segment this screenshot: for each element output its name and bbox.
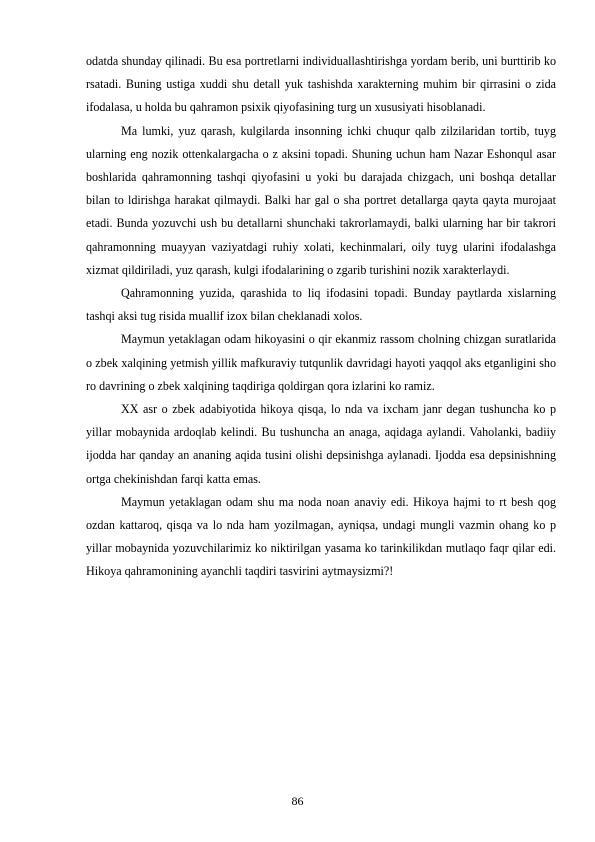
paragraph-1: odatda shunday qilinadi. Bu esa portretlarni individuallashtirishga yordam berib, uni burttirib ko rsatadi. Buning ustiga xuddi shu detall yuk tashishda xarakterning muhim bir qirrasini o zida ifodalasa, u holda bu qahramon psixik qiyofasining turg un xususiyati hisoblanadi.	[86, 54, 556, 115]
page-number: 86	[291, 794, 304, 808]
paragraph-6: Maymun yetaklagan odam shu ma noda noan anaviy edi. Hikoya hajmi to rt besh qog ozdan kattaroq, qisqa va lo nda ham yozilmagan, ayniqsa, undagi mungli vazmin ohang ko p yillar mobaynida yozuvchilarimiz ko niktirilgan yasama ko tarinkilikdan mutlaqo faqr qilar edi. Hikoya qahramonining ayanchli taqdiri tasvirini aytmaysizmi?!	[86, 494, 556, 579]
paragraph-5: XX asr o zbek adabiyotida hikoya qisqa, lo nda va ixcham janr degan tushuncha ko p yillar mobaynida ardoqlab kelindi. Bu tushuncha an anaga, aqidaga aylandi. Vaholanki, badiiy ijodda har qanday an ananing aqida tusini olishi depsinishga aylanadi. Ijodda esa depsinishning ortga chekinishdan farqi katta emas.	[86, 402, 556, 486]
paragraph-3: Qahramonning yuzida, qarashida to liq ifodasini topadi. Bunday paytlarda xislarning tashqi aksi tug risida muallif izox bilan cheklanadi xolos.	[86, 286, 556, 324]
document-body	[86, 50, 556, 584]
paragraph-4: Maymun yetaklagan odam hikoyasini o qir ekanmiz rassom cholning chizgan suratlarida o zbek xalqining yetmish yillik mafkuraviy tutqunlik davridagi hayoti yaqqol aks etganligini sho ro davrining o zbek xalqining taqdiriga qoldirgan qora izlarini ko ramiz.	[86, 332, 556, 393]
paragraph-2: Ma lumki, yuz qarash, kulgilarda insonning ichki chuqur qalb zilzilaridan tortib, tuyg ularning eng nozik ottenkalargacha o z aksini topadi. Shuning uchun ham Nazar Eshonqul asar boshlarida qahramonning tashqi qiyofasini u yoki bu darajada chizgach, uni boshqa detallar bilan to ldirishga harakat qilmaydi. Balki har gal o sha portret detallarga qayta qayta murojaat etadi. Bunda yozuvchi ush bu detallarni shunchaki takrorlamaydi, balki ularning har bir takrori qahramonning muayyan vaziyatdagi ruhiy xolati, kechinmalari, oily tuyg ularini ifodalashga xizmat qildiriladi, yuz qarash, kulgi ifodalarining o zgarib turishini nozik xarakterlaydi.	[86, 123, 556, 277]
